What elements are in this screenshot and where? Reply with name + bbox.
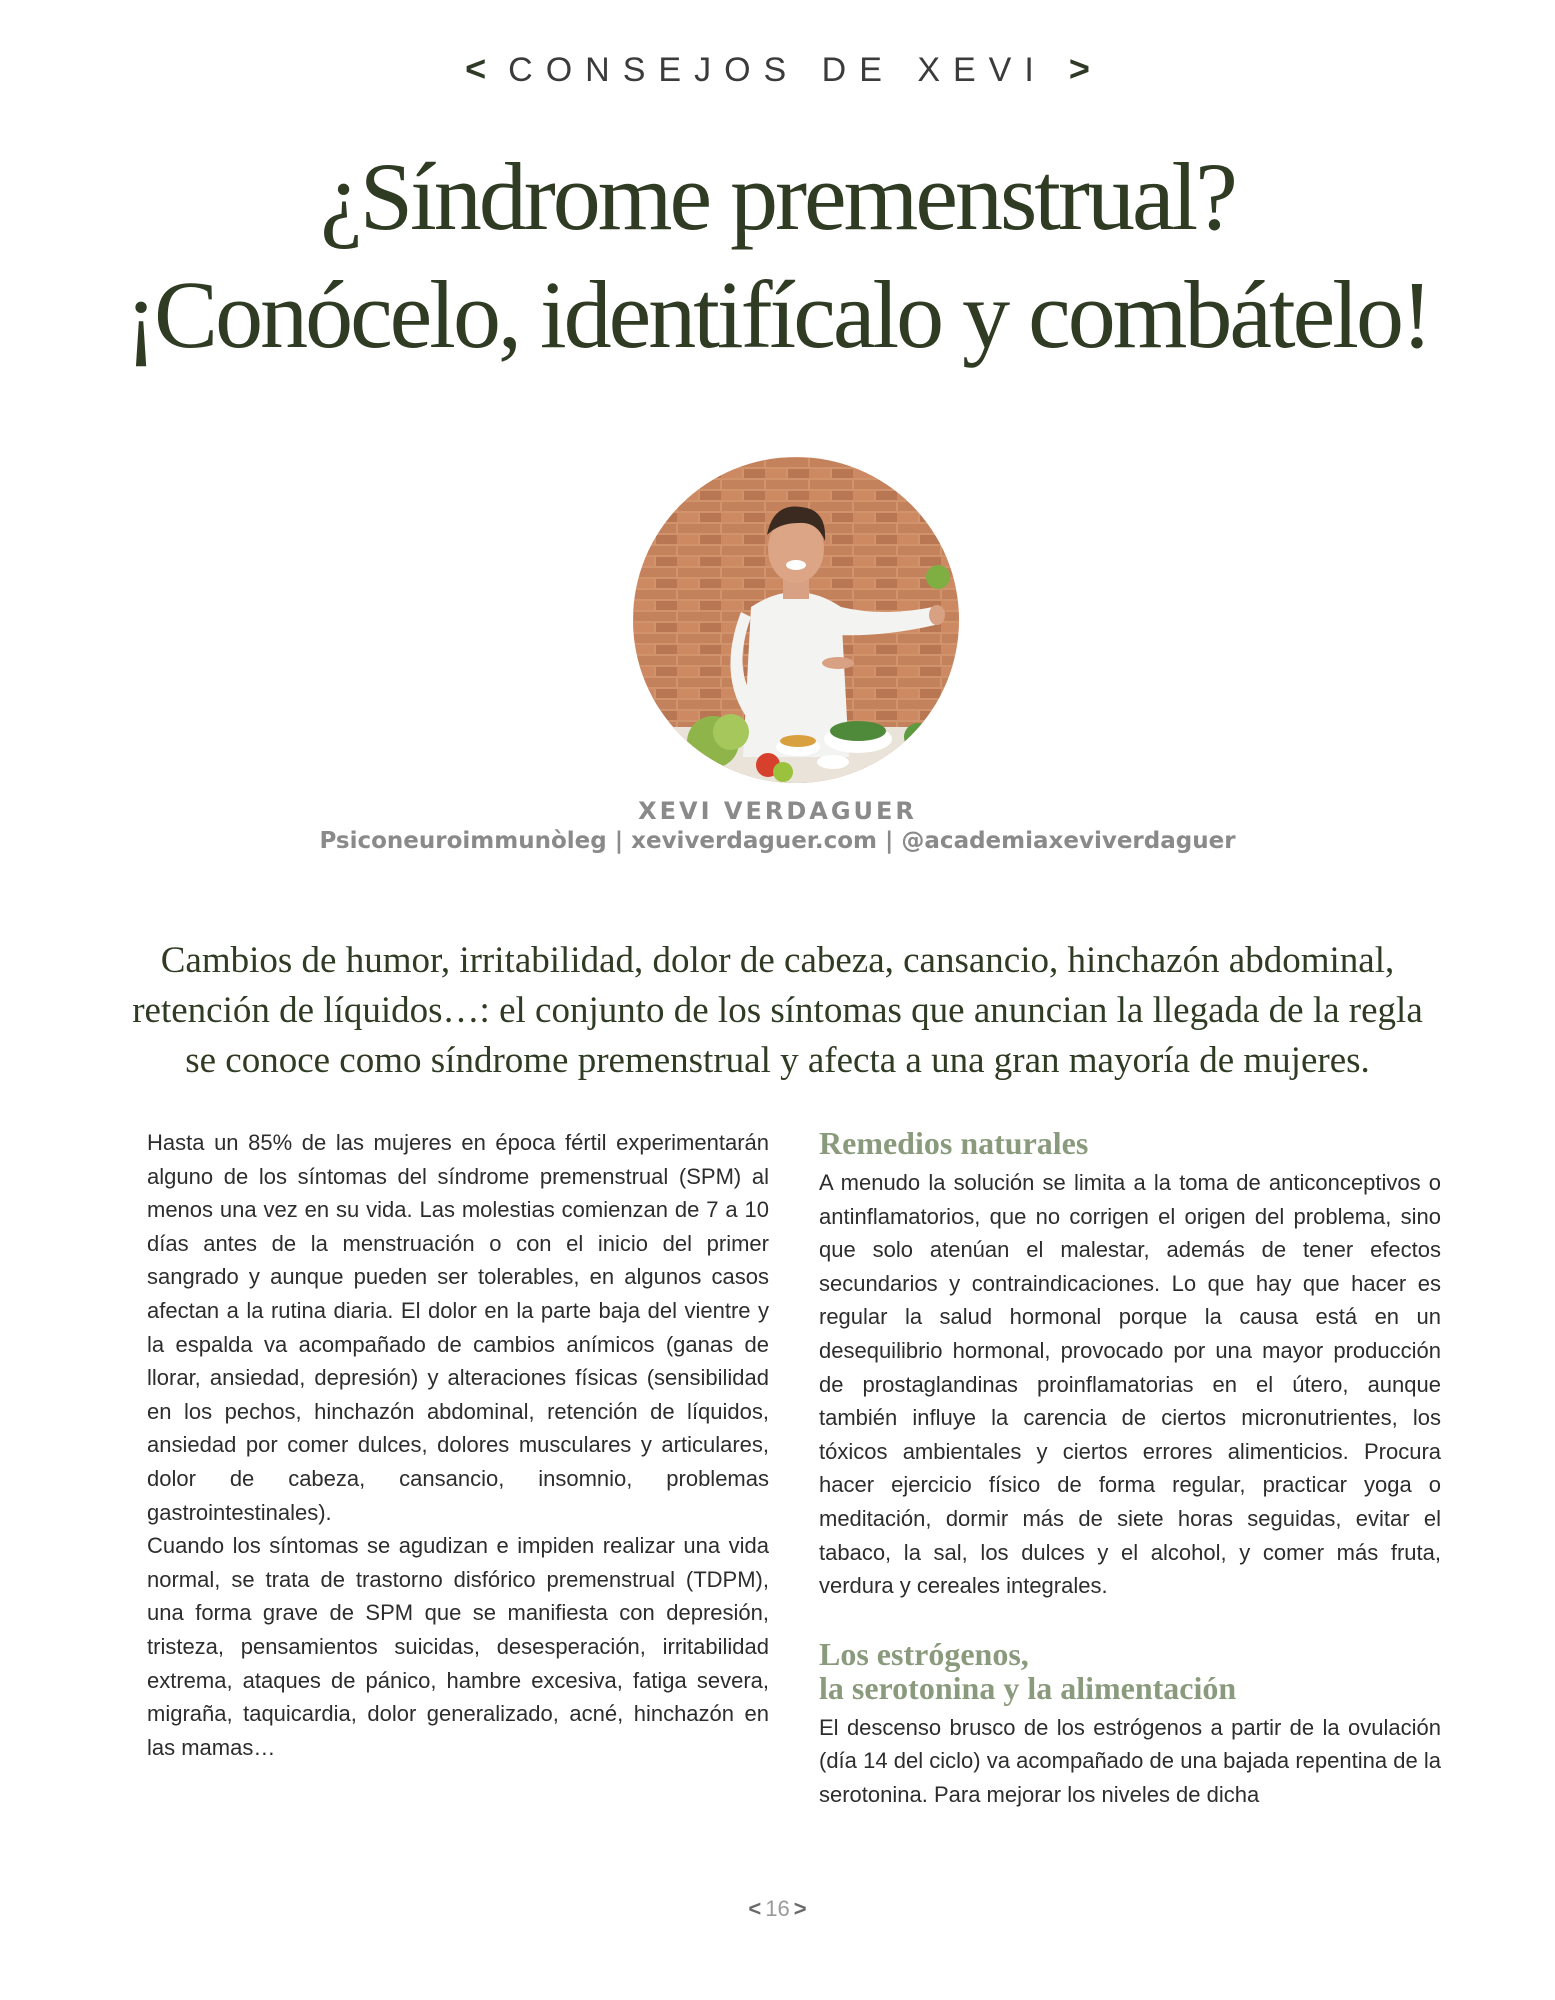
left-column [147,1126,769,1764]
article-title [60,138,1495,374]
author-photo-illustration [633,457,959,783]
section-kicker [0,48,1555,90]
right-paragraph-2: El descenso brusco de los estrógenos a partir de la ovulación (día 14 del ciclo) va acompañado de una bajada repentina de la serotonina. Para mejorar los niveles de dicha [819,1714,1441,1807]
page-number [0,1896,1555,1922]
folio-bracket-right: > [793,1896,807,1921]
heading-remedios-naturales: Remedios naturales [819,1125,1089,1161]
kicker-bracket-right: > [1068,48,1090,89]
heading-estrogenos-line-1: Los estrógenos, [819,1635,1029,1672]
kicker-text: CONSEJOS DE XEVI [508,51,1047,89]
page-number-value: 16 [765,1896,790,1921]
title-line-1: ¿Síndrome premenstrual? [320,143,1235,250]
right-column [819,1126,1441,1812]
author-credentials: Psiconeuroimmunòleg | xeviverdaguer.com | @academiaxeviverdaguer [319,828,1236,854]
author-name: XEVI VERDAGUER [638,797,917,825]
lead-paragraph: Cambios de humor, irritabilidad, dolor de cabeza, cansancio, hinchazón abdominal, retención de líquidos…: el conjunto de los síntomas que anuncian la llegada de la regla se conoce como síndrome premenstrual y afecta a una gran mayoría de mujeres. [132,940,1423,1081]
left-paragraph-1: Hasta un 85% de las mujeres en época fértil experimentarán alguno de los síntomas del síndrome premenstrual (SPM) al menos una vez en su vida. Las molestias comienzan de 7 a 10 días antes de la menstruación o con el inicio del primer sangrado y aunque pueden ser tolerables, en algunos casos afectan a la rutina diaria. El dolor en la parte baja del vientre y la espalda va acompañado de cambios anímicos (ganas de llorar, ansiedad, depresión) y alteraciones físicas (sensibilidad en los pechos, hinchazón abdominal, retención de líquidos, ansiedad por comer dulces, dolores musculares y articulares, dolor de cabeza, cansancio, insomnio, problemas gastrointestinales). [147,1130,769,1525]
author-photo [633,457,959,783]
heading-estrogenos-line-2: la serotonina y la alimentación [819,1669,1237,1706]
title-line-2: ¡Conócelo, identifícalo y combátelo! [125,261,1430,368]
left-paragraph-2: Cuando los síntomas se agudizan e impiden realizar una vida normal, se trata de trastorno disfórico premenstrual (TDPM), una forma grave de SPM que se manifiesta con depresión, tristeza, pensamientos suicidas, desesperación, irritabilidad extrema, ataques de pánico, hambre excesiva, fatiga severa, migraña, taquicardia, dolor generalizado, acné, hinchazón en las mamas… [147,1533,769,1760]
folio-bracket-left: < [748,1896,762,1921]
heading-estrogenos [819,1637,1441,1705]
right-paragraph-1: A menudo la solución se limita a la toma de anticonceptivos o antinflamatorios, que no corrigen el origen del problema, sino que solo atenúan el malestar, además de tener efectos secundarios y contraindicaciones. Lo que hay que hacer es regular la salud hormonal porque la causa está en un desequilibrio hormonal, provocado por una mayor producción de prostaglandinas proinflamatorias en el útero, aunque también influye la carencia de ciertos micronutrientes, los tóxicos ambientales y ciertos errores alimenticios. Procura hacer ejercicio físico de forma regular, practicar yoga o meditación, dormir más de siete horas seguidas, evitar el tabaco, la sal, los dulces y el alcohol, y comer más fruta, verdura y cereales integrales. [819,1170,1441,1599]
kicker-bracket-left: < [465,48,487,89]
